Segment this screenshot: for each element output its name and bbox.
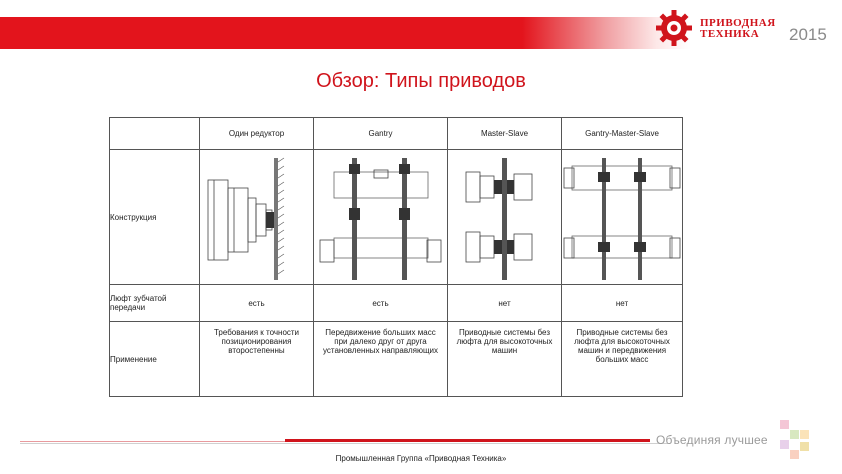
gear-logo-icon xyxy=(654,8,694,48)
table-cell: Приводные системы без люфта для высокоточных машин и передвижения больших масс xyxy=(562,322,683,397)
table-cell: есть xyxy=(200,285,314,322)
column-header: Master-Slave xyxy=(448,118,562,150)
logo-line2: ТЕХНИКА xyxy=(700,28,760,40)
column-header: Gantry-Master-Slave xyxy=(562,118,683,150)
slogan: Объединяя лучшее xyxy=(656,433,768,447)
column-header: Один редуктор xyxy=(200,118,314,150)
table-corner-cell xyxy=(110,118,200,150)
table-cell: нет xyxy=(562,285,683,322)
table-row xyxy=(110,285,683,322)
gantry-master-slave-drawing xyxy=(562,150,682,284)
table-row xyxy=(110,322,683,397)
year-label: 2015 xyxy=(789,25,827,44)
table-cell: нет xyxy=(448,285,562,322)
table-cell: Приводные системы без люфта для высокоточных машин xyxy=(448,322,562,397)
table-cell: Передвижение больших масс при далеко друг от друга установленных направляющих xyxy=(314,322,448,397)
row-label: Люфт зубчатой передачи xyxy=(110,285,200,322)
single-gearbox-drawing xyxy=(200,150,313,284)
column-header: Gantry xyxy=(314,118,448,150)
table-cell: Требования к точности позиционирования второстепенны xyxy=(200,322,314,397)
gantry-master-slave-diagram xyxy=(562,150,683,285)
drive-types-table xyxy=(109,117,683,397)
single-gearbox-diagram xyxy=(200,150,314,285)
table-header-row xyxy=(110,118,683,150)
footer-accent-line xyxy=(20,441,285,442)
table-cell: есть xyxy=(314,285,448,322)
logo-line1: ПРИВОДНАЯ xyxy=(700,17,776,29)
master-slave-diagram xyxy=(448,150,562,285)
footer-accent-bar xyxy=(285,439,650,442)
master-slave-drawing xyxy=(448,150,561,284)
footer-divider xyxy=(20,443,670,444)
gantry-drawing xyxy=(314,150,447,284)
logo-text xyxy=(700,18,776,40)
footer-company: Промышленная Группа «Приводная Техника» xyxy=(335,454,507,463)
row-label: Применение xyxy=(110,322,200,397)
gantry-diagram xyxy=(314,150,448,285)
slide-title: Обзор: Типы приводов xyxy=(316,70,526,92)
row-label: Конструкция xyxy=(110,150,200,285)
table-row xyxy=(110,150,683,285)
